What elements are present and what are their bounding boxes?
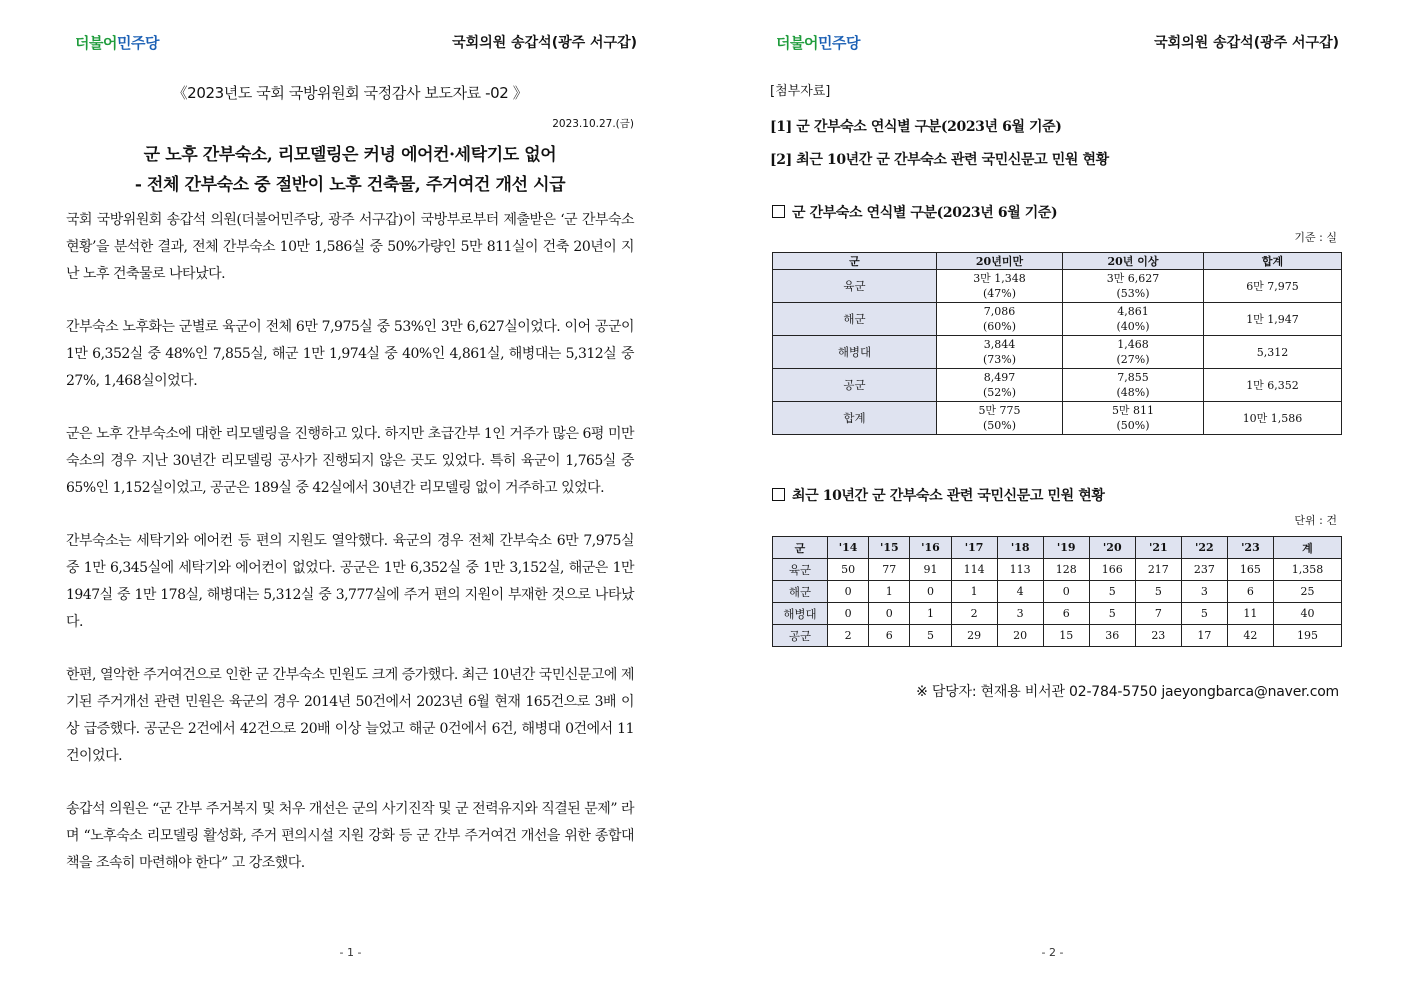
table-row (773, 581, 1342, 603)
value-cell: 50 (828, 559, 869, 581)
header-cell: '17 (951, 537, 997, 559)
value-cell: 17 (1181, 625, 1227, 647)
value-cell: 36 (1089, 625, 1135, 647)
value-cell: 29 (951, 625, 997, 647)
housing-age-table (772, 252, 1342, 435)
value-cell: 6 (1227, 581, 1273, 603)
value-cell: 0 (828, 581, 869, 603)
row-label: 공군 (773, 625, 828, 647)
page-1 (0, 0, 701, 992)
table-header-row (773, 537, 1342, 559)
row-label: 해군 (773, 303, 937, 336)
paragraph: 한편, 열악한 주거여건으로 인한 군 간부숙소 민원도 크게 증가했다. 최근 10년간 국민신문고에 제기된 주거개선 관련 민원은 육군의 경우 2014년 50건에서 2023년 6월 현재 165건으로 3배 이상 급증했다. 공군은 2건에서 42건으로 20배 이상 늘었고 해군 0건에서 6건, 해병대 0건에서 11건이었다. (66, 667, 634, 764)
header-cell: 군 (773, 253, 937, 270)
table-row (773, 603, 1342, 625)
table-row (773, 303, 1342, 336)
value-cell: 2 (828, 625, 869, 647)
header-cell: 계 (1273, 537, 1341, 559)
row-label: 합계 (773, 402, 937, 435)
value-cell: 5 (1089, 581, 1135, 603)
value-cell: 0 (910, 581, 951, 603)
header-cell: '21 (1135, 537, 1181, 559)
doc-title: 《2023년도 국회 국방위원회 국정감사 보도자료 -02 》 (172, 84, 528, 102)
value-cell: 6 (1043, 603, 1089, 625)
header-cell: '15 (869, 537, 910, 559)
cell-over-20: 5만 811 (50%) (1063, 402, 1204, 435)
page-number: - 2 - (1041, 946, 1064, 959)
value-cell: 23 (1135, 625, 1181, 647)
row-label: 해병대 (773, 336, 937, 369)
table-row (773, 559, 1342, 581)
table2-unit: 단위 : 건 (1294, 514, 1337, 527)
header-cell: 군 (773, 537, 828, 559)
header-cell: '20 (1089, 537, 1135, 559)
value-cell: 166 (1089, 559, 1135, 581)
row-label: 해병대 (773, 603, 828, 625)
cell-total: 1만 6,352 (1204, 369, 1342, 402)
doc-date: 2023.10.27.(금) (552, 118, 634, 130)
page-number: - 1 - (339, 946, 362, 959)
value-cell: 1 (910, 603, 951, 625)
value-cell: 3 (1181, 581, 1227, 603)
header-cell: '16 (910, 537, 951, 559)
header-cell: '14 (828, 537, 869, 559)
cell-total: 1만 1,947 (1204, 303, 1342, 336)
cell-total: 6만 7,975 (1204, 270, 1342, 303)
contact-info: ※ 담당자: 현재용 비서관 02-784-5750 jaeyongbarca@naver.com (916, 684, 1339, 700)
attachment-item-2: [2] 최근 10년간 군 간부숙소 관련 국민신문고 민원 현황 (770, 152, 1109, 168)
body-text (66, 207, 634, 903)
value-cell: 113 (997, 559, 1043, 581)
header-cell: '19 (1043, 537, 1089, 559)
header-member: 국회의원 송갑석(광주 서구갑) (1154, 35, 1339, 51)
paragraph: 군은 노후 간부숙소에 대한 리모델링을 진행하고 있다. 하지만 초급간부 1인 거주가 많은 6평 미만 숙소의 경우 지난 30년간 리모델링 공사가 진행되지 않은 곳도 있었다. 특히 육군이 1,765실 중 65%인 1,152실이었고, 공군은 189실 중 42실에서 30년간 리모델링 없이 거주하고 있었다. (66, 426, 634, 496)
header-cell: 20년 이상 (1063, 253, 1204, 270)
party-logo: 더불어민주당 (776, 34, 860, 52)
value-cell: 77 (869, 559, 910, 581)
attachment-item-1: [1] 군 간부숙소 연식별 구분(2023년 6월 기준) (770, 119, 1062, 135)
value-cell: 3 (997, 603, 1043, 625)
value-cell: 6 (869, 625, 910, 647)
value-cell: 42 (1227, 625, 1273, 647)
table-row (773, 625, 1342, 647)
headline-main: 군 노후 간부숙소, 리모델링은 커녕 에어컨·세탁기도 없어 (143, 145, 557, 165)
table-row (773, 402, 1342, 435)
paragraph: 간부숙소는 세탁기와 에어컨 등 편의 지원도 열악했다. 육군의 경우 전체 간부숙소 6만 7,975실 중 1만 6,345실에 세탁기와 에어컨이 없었다. 공군은 1만 6,352실 중 1만 3,152실, 해군은 1만 1947실 중 1만 178실, 해병대는 5,312실 중 3,777실에 주거 편의 지원이 부재한 것으로 나타났다. (66, 533, 634, 630)
headline-sub: - 전체 간부숙소 중 절반이 노후 건축물, 주거여건 개선 시급 (134, 175, 566, 195)
value-cell: 2 (951, 603, 997, 625)
table-row (773, 369, 1342, 402)
cell-total: 5,312 (1204, 336, 1342, 369)
header-cell: '22 (1181, 537, 1227, 559)
row-label: 육군 (773, 270, 937, 303)
paragraph: 송갑석 의원은 “군 간부 주거복지 및 처우 개선은 군의 사기진작 및 군 전력유지와 직결된 문제” 라며 “노후숙소 리모델링 활성화, 주거 편의시설 지원 강화 등 군 간부 주거여건 개선을 위한 종합대책을 조속히 마련해야 한다” 고 강조했다. (66, 801, 634, 871)
value-cell: 1 (951, 581, 997, 603)
value-cell: 0 (869, 603, 910, 625)
table-header-row (773, 253, 1342, 270)
value-cell: 0 (828, 603, 869, 625)
cell-over-20: 1,468 (27%) (1063, 336, 1204, 369)
party-logo: 더불어민주당 (75, 34, 159, 52)
page-2 (702, 0, 1403, 992)
value-cell: 91 (910, 559, 951, 581)
table-row (773, 336, 1342, 369)
value-cell: 237 (1181, 559, 1227, 581)
value-cell: 128 (1043, 559, 1089, 581)
header-cell: 합계 (1204, 253, 1342, 270)
table1-unit: 기준 : 실 (1294, 231, 1337, 244)
cell-under-20: 3,844 (73%) (937, 336, 1063, 369)
cell-under-20: 5만 775 (50%) (937, 402, 1063, 435)
value-cell: 20 (997, 625, 1043, 647)
header-cell: '18 (997, 537, 1043, 559)
value-cell: 7 (1135, 603, 1181, 625)
value-cell: 0 (1043, 581, 1089, 603)
value-cell: 40 (1273, 603, 1341, 625)
value-cell: 5 (1089, 603, 1135, 625)
cell-over-20: 4,861 (40%) (1063, 303, 1204, 336)
value-cell: 165 (1227, 559, 1273, 581)
cell-total: 10만 1,586 (1204, 402, 1342, 435)
value-cell: 1 (869, 581, 910, 603)
value-cell: 195 (1273, 625, 1341, 647)
section-title-2: 최근 10년간 군 간부숙소 관련 국민신문고 민원 현황 (772, 485, 1104, 505)
header-cell: 20년미만 (937, 253, 1063, 270)
cell-under-20: 3만 1,348 (47%) (937, 270, 1063, 303)
checkbox-square-icon (772, 488, 785, 501)
value-cell: 5 (910, 625, 951, 647)
paragraph: 국회 국방위원회 송갑석 의원(더불어민주당, 광주 서구갑)이 국방부로부터 제출받은 ‘군 간부숙소 현황’을 분석한 결과, 전체 간부숙소 10만 1,586실 중 50%가량인 5만 811실이 건축 20년이 지난 노후 건축물로 나타났다. (66, 212, 634, 282)
cell-under-20: 8,497 (52%) (937, 369, 1063, 402)
checkbox-square-icon (772, 205, 785, 218)
header-member: 국회의원 송갑석(광주 서구갑) (452, 35, 637, 51)
value-cell: 11 (1227, 603, 1273, 625)
value-cell: 114 (951, 559, 997, 581)
value-cell: 15 (1043, 625, 1089, 647)
value-cell: 217 (1135, 559, 1181, 581)
value-cell: 5 (1181, 603, 1227, 625)
complaints-table (772, 536, 1342, 647)
cell-under-20: 7,086 (60%) (937, 303, 1063, 336)
value-cell: 4 (997, 581, 1043, 603)
row-label: 해군 (773, 581, 828, 603)
cell-over-20: 7,855 (48%) (1063, 369, 1204, 402)
cell-over-20: 3만 6,627 (53%) (1063, 270, 1204, 303)
section-title-1: 군 간부숙소 연식별 구분(2023년 6월 기준) (772, 202, 1057, 222)
value-cell: 1,358 (1273, 559, 1341, 581)
attachment-label: [첨부자료] (770, 84, 831, 99)
table-row (773, 270, 1342, 303)
header-cell: '23 (1227, 537, 1273, 559)
value-cell: 5 (1135, 581, 1181, 603)
row-label: 육군 (773, 559, 828, 581)
row-label: 공군 (773, 369, 937, 402)
paragraph: 간부숙소 노후화는 군별로 육군이 전체 6만 7,975실 중 53%인 3만 6,627실이었다. 이어 공군이 1만 6,352실 중 48%인 7,855실, 해군 1만 1,974실 중 40%인 4,861실, 해병대는 5,312실 중 27%, 1,468실이었다. (66, 319, 634, 389)
value-cell: 25 (1273, 581, 1341, 603)
